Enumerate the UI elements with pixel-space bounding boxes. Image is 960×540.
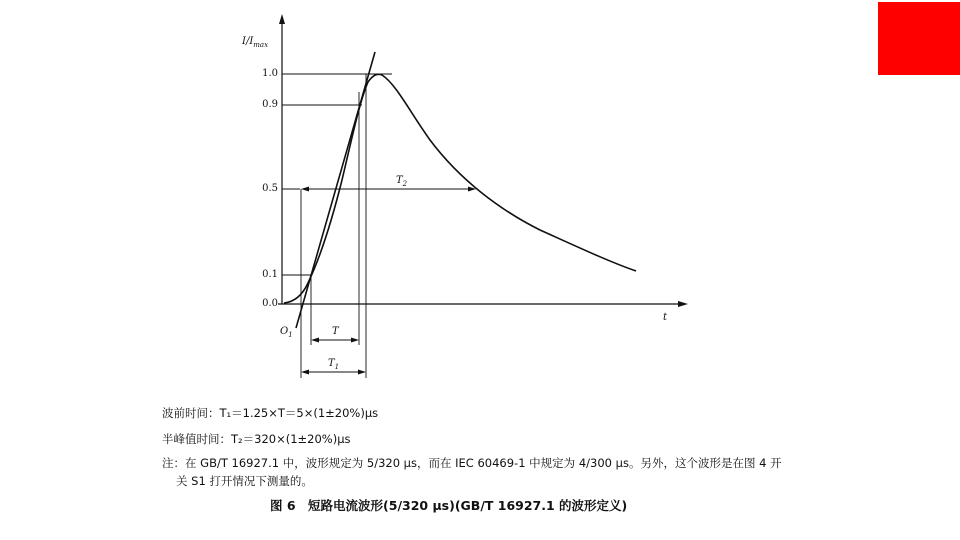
- note-line-1: 注：在 GB/T 16927.1 中，波形规定为 5/320 μs，而在 IEC 60469-1 中规定为 4/300 μs。另外，这个波形是在图 4 开: [162, 456, 782, 470]
- interval-T2-label: $T_2$: [396, 175, 408, 188]
- y-tick-1-0: 1.0: [262, 68, 278, 79]
- interval-T1-label: $T_1$: [328, 358, 340, 371]
- y-tick-0-5: 0.5: [262, 183, 278, 194]
- y-axis-arrow: [279, 14, 285, 24]
- front-time-note: 波前时间：T₁＝1.25×T＝5×(1±20%)μs: [162, 406, 379, 420]
- x-axis-label: t: [663, 312, 668, 323]
- x-axis-arrow: [678, 301, 688, 307]
- note-line-2: 关 S1 打开情况下测量的。: [176, 474, 313, 488]
- y-tick-0-0: 0.0: [262, 298, 278, 309]
- half-peak-time-note: 半峰值时间：T₂＝320×(1±20%)μs: [162, 432, 351, 446]
- figure-caption: 图 6 短路电流波形(5/320 μs)(GB/T 16927.1 的波形定义): [270, 498, 628, 513]
- y-axis-label: $I/I_{max}$: [242, 36, 269, 49]
- y-tick-0-1: 0.1: [262, 269, 278, 280]
- origin-label: $O_1$: [280, 326, 293, 339]
- y-tick-0-9: 0.9: [262, 99, 278, 110]
- interval-T-label: T: [332, 326, 339, 337]
